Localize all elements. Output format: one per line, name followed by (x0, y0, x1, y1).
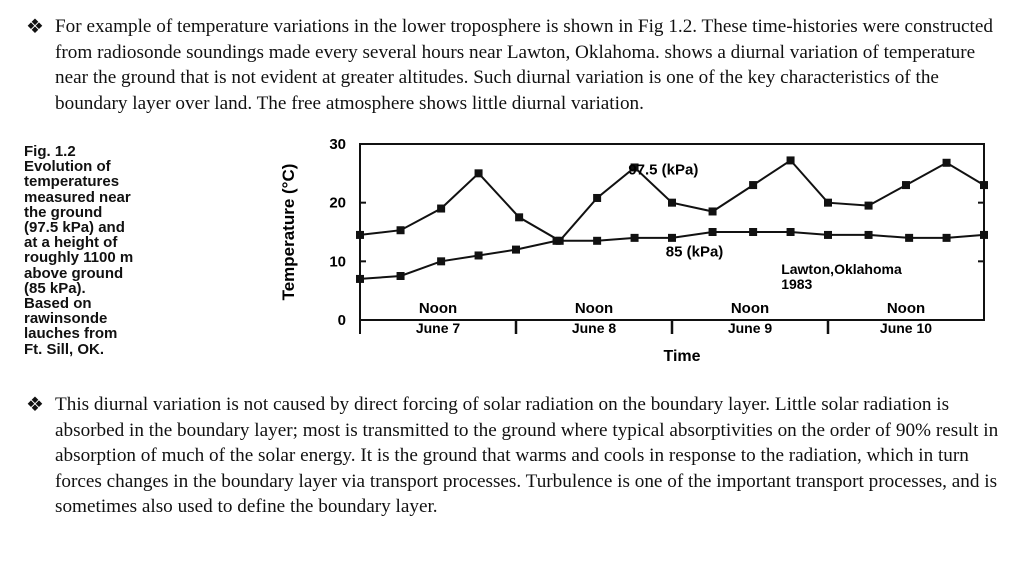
y-tick-label: 10 (329, 253, 346, 271)
y-axis-label: Temperature (°C) (279, 163, 298, 301)
series-label-97-5-kpa: 97.5 (kPa) (628, 161, 699, 179)
point-85-kpa (512, 246, 520, 254)
point-85-kpa (631, 234, 639, 242)
point-85-kpa (709, 228, 717, 236)
point-85-kpa (749, 228, 757, 236)
point-97-5-kpa (593, 194, 601, 202)
four-petal-diamond-bullet-icon: ❖ (26, 14, 44, 38)
point-85-kpa (593, 237, 601, 245)
noon-label: Noon (730, 300, 770, 317)
x-axis-label: Time (663, 348, 701, 365)
point-97-5-kpa (437, 205, 445, 213)
point-97-5-kpa (787, 156, 795, 164)
point-85-kpa (437, 257, 445, 265)
point-97-5-kpa (709, 207, 717, 215)
point-85-kpa (943, 234, 951, 242)
point-97-5-kpa (515, 213, 523, 221)
noon-label: Noon (418, 300, 458, 317)
figure-caption (24, 144, 254, 357)
point-85-kpa (356, 275, 364, 283)
figure-caption-title: Fig. 1.2 (24, 143, 76, 160)
point-85-kpa (787, 228, 795, 236)
y-tick-label: 20 (329, 194, 346, 212)
point-97-5-kpa (749, 181, 757, 189)
y-tick-label: 0 (337, 312, 346, 329)
location-annotation-line: 1983 (781, 276, 813, 293)
figure-caption-body: Evolution of temperatures measured near the ground (97.5 kPa) and at a height of roughly 1100 m above ground (85 kPa). Based on rawinsonde lauches from Ft. Sill, OK. (24, 158, 134, 358)
point-97-5-kpa (980, 181, 988, 189)
point-97-5-kpa (902, 181, 910, 189)
point-97-5-kpa (475, 169, 483, 177)
series-label-85-kpa: 85 (kPa) (665, 243, 724, 261)
paragraph-text-2: This diurnal variation is not caused by direct forcing of solar radiation on the boundary layer. Little solar radiation is absorbed in the boundary layer; most is transmitted to the ground where typical absorptivities on the order of 90% result in absorption of much of the solar energy. It is the ground that warms and cools in response to the radiation, which in turn forces changes in the boundary layer via transport processes. Turbulence is one of the important transport processes, and is sometimes also used to define the boundary layer. (55, 394, 999, 517)
point-85-kpa (668, 234, 676, 242)
point-97-5-kpa (668, 199, 676, 207)
point-85-kpa (824, 231, 832, 239)
point-97-5-kpa (943, 159, 951, 167)
noon-label: Noon (886, 300, 926, 317)
point-97-5-kpa (397, 226, 405, 234)
y-tick-label: 30 (329, 136, 346, 153)
point-85-kpa (397, 272, 405, 280)
day-label: June 10 (879, 320, 933, 336)
location-annotation-line: Lawton,Oklahoma (781, 261, 902, 278)
point-85-kpa (905, 234, 913, 242)
noon-label: Noon (574, 300, 614, 317)
point-85-kpa (475, 251, 483, 259)
day-label: June 8 (571, 320, 617, 336)
point-85-kpa (865, 231, 873, 239)
day-label: June 7 (415, 320, 461, 336)
point-97-5-kpa (824, 199, 832, 207)
bullet-paragraph-2 (26, 392, 1006, 520)
bullet-paragraph-1 (26, 14, 1006, 116)
temperature-chart (272, 132, 996, 372)
four-petal-diamond-bullet-icon: ❖ (26, 392, 44, 416)
point-85-kpa (553, 237, 561, 245)
day-label: June 9 (727, 320, 773, 336)
chart-labels (279, 136, 932, 365)
point-97-5-kpa (356, 231, 364, 239)
point-85-kpa (980, 231, 988, 239)
point-97-5-kpa (865, 202, 873, 210)
paragraph-text-1: For example of temperature variations in the lower troposphere is shown in Fig 1.2. These time-histories were constructed from radiosonde soundings made every several hours near Lawton, Oklahoma. shows a diurnal variation of temperature near the ground that is not evident at greater altitudes. Such diurnal variation is one of the key characteristics of the boundary layer over land. The free atmosphere shows little diurnal variation. (55, 16, 993, 114)
